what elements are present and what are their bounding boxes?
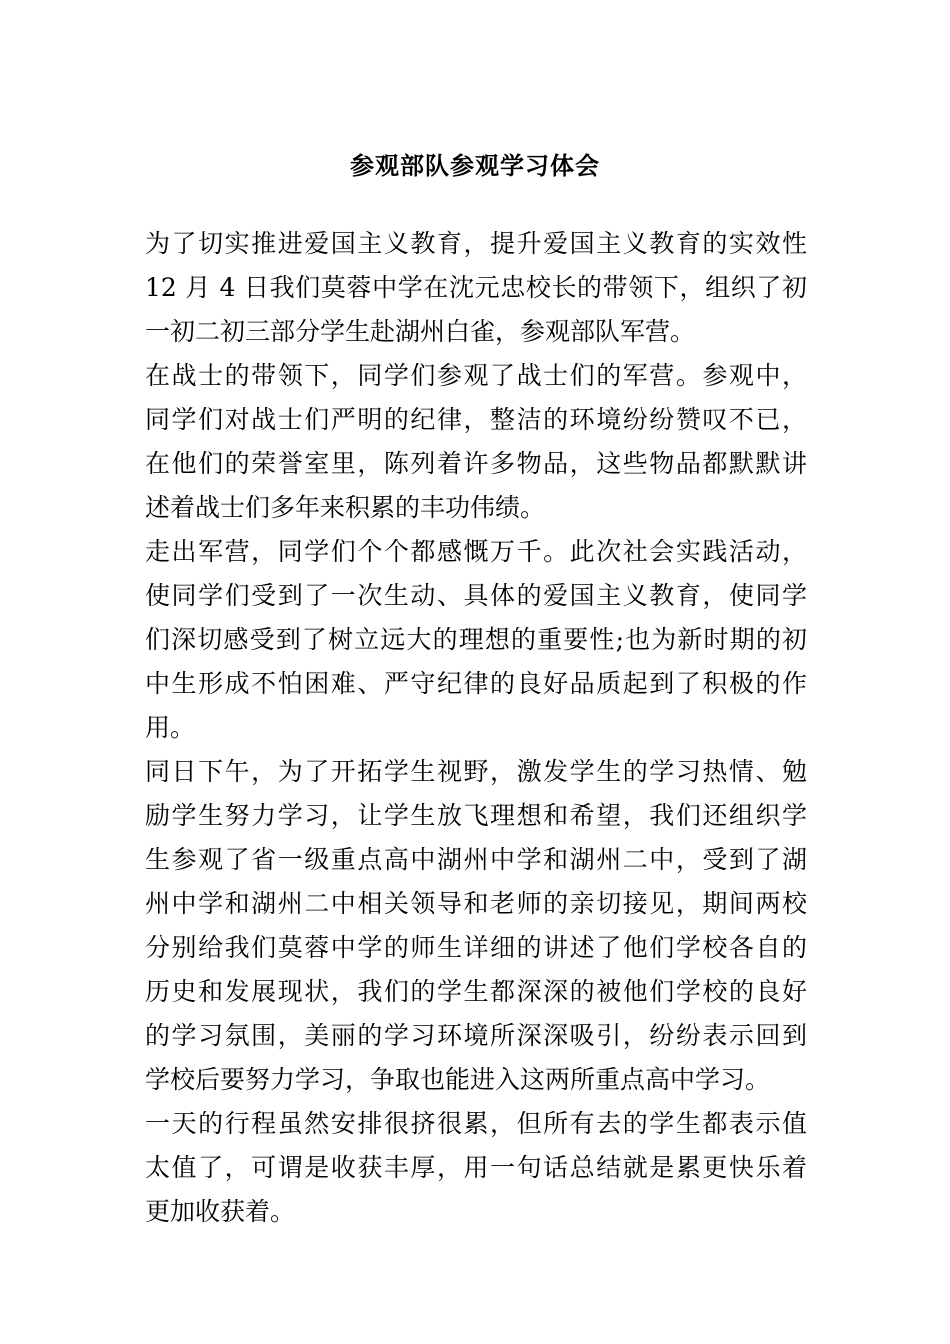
text-line: 州中学和湖州二中相关领导和老师的亲切接见，期间两校 [145,889,807,918]
text-line: 使同学们受到了一次生动、具体的爱国主义教育，使同学 [145,581,807,610]
text-line: 学校后要努力学习，争取也能进入这两所重点高中学习。 [145,1065,771,1094]
text-line: 一初二初三部分学生赴湖州白雀，参观部队军营。 [145,317,696,346]
document-body [145,222,807,1234]
paragraph-3 [145,530,807,750]
text-line: 述着战士们多年来积累的丰功伟绩。 [145,493,546,522]
text-line: 太值了，可谓是收获丰厚，用一句话总结就是累更快乐着 [145,1153,807,1182]
text-line: 为了切实推进爱国主义教育，提升爱国主义教育的实效性 [145,229,807,258]
text-line: 生参观了省一级重点高中湖州中学和湖州二中，受到了湖 [145,845,807,874]
text-line: 在战士的带领下，同学们参观了战士们的军营。参观中， [145,361,807,390]
text-line: 更加收获着。 [145,1197,296,1226]
text-line: 们深切感受到了树立远大的理想的重要性;也为新时期的初 [145,625,807,654]
text-line: 走出军营，同学们个个都感慨万千。此次社会实践活动， [145,537,807,566]
text-line: 中生形成不怕困难、严守纪律的良好品质起到了积极的作 [145,669,807,698]
paragraph-2 [145,354,807,530]
text-line: 12 月 4 日我们莫蓉中学在沈元忠校长的带领下，组织了初 [145,273,807,302]
paragraph-1 [145,222,807,354]
document-title: 参观部队参观学习体会 [350,151,600,180]
text-line: 的学习氛围，美丽的学习环境所深深吸引，纷纷表示回到 [145,1021,807,1050]
text-line: 励学生努力学习，让学生放飞理想和希望，我们还组织学 [145,801,807,830]
paragraph-4 [145,750,807,1102]
text-line: 用。 [145,713,196,742]
paragraph-5 [145,1102,807,1234]
text-line: 分别给我们莫蓉中学的师生详细的讲述了他们学校各自的 [145,933,807,962]
text-line: 在他们的荣誉室里，陈列着许多物品，这些物品都默默讲 [145,449,807,478]
text-line: 同学们对战士们严明的纪律，整洁的环境纷纷赞叹不已， [145,405,807,434]
text-line: 一天的行程虽然安排很挤很累，但所有去的学生都表示值 [145,1109,807,1138]
text-line: 同日下午，为了开拓学生视野，激发学生的学习热情、勉 [145,757,807,786]
text-line: 历史和发展现状，我们的学生都深深的被他们学校的良好 [145,977,807,1006]
